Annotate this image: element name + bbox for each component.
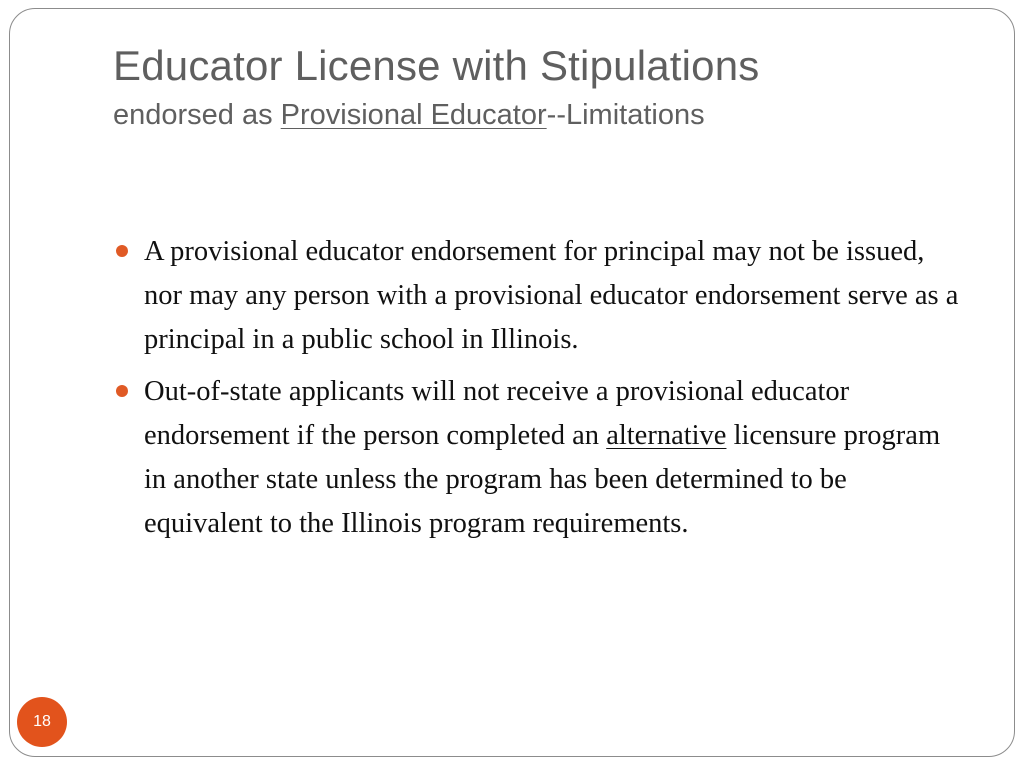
slide-title: Educator License with Stipulations	[113, 42, 760, 89]
bullet-icon	[116, 245, 128, 257]
subtitle-underlined: Provisional Educator	[280, 99, 547, 131]
bullet-item	[116, 230, 966, 362]
bullet-text-underlined: alternative	[606, 420, 727, 451]
slide-title-block	[113, 42, 760, 131]
bullet-icon	[116, 385, 128, 397]
bullet-text: A provisional educator endorsement for principal may not be issued, nor may any person with a provisional educator endorsement serve as a principal in a public school in Illinois.	[144, 236, 959, 355]
bullet-text-before: Out-of-state applicants will not receive a provisional educator endorsement if the person completed an	[144, 376, 850, 451]
page-number-badge	[17, 697, 67, 747]
bullet-text-after: licensure program in another state unless the program has been determined to be equivalent to the Illinois program requirements.	[144, 420, 941, 539]
page-number: 18	[33, 713, 51, 730]
subtitle-prefix: endorsed as	[113, 99, 281, 131]
bullet-list	[116, 230, 966, 554]
slide-subtitle	[113, 101, 760, 130]
subtitle-suffix: --Limitations	[546, 99, 705, 131]
bullet-item	[116, 370, 966, 546]
